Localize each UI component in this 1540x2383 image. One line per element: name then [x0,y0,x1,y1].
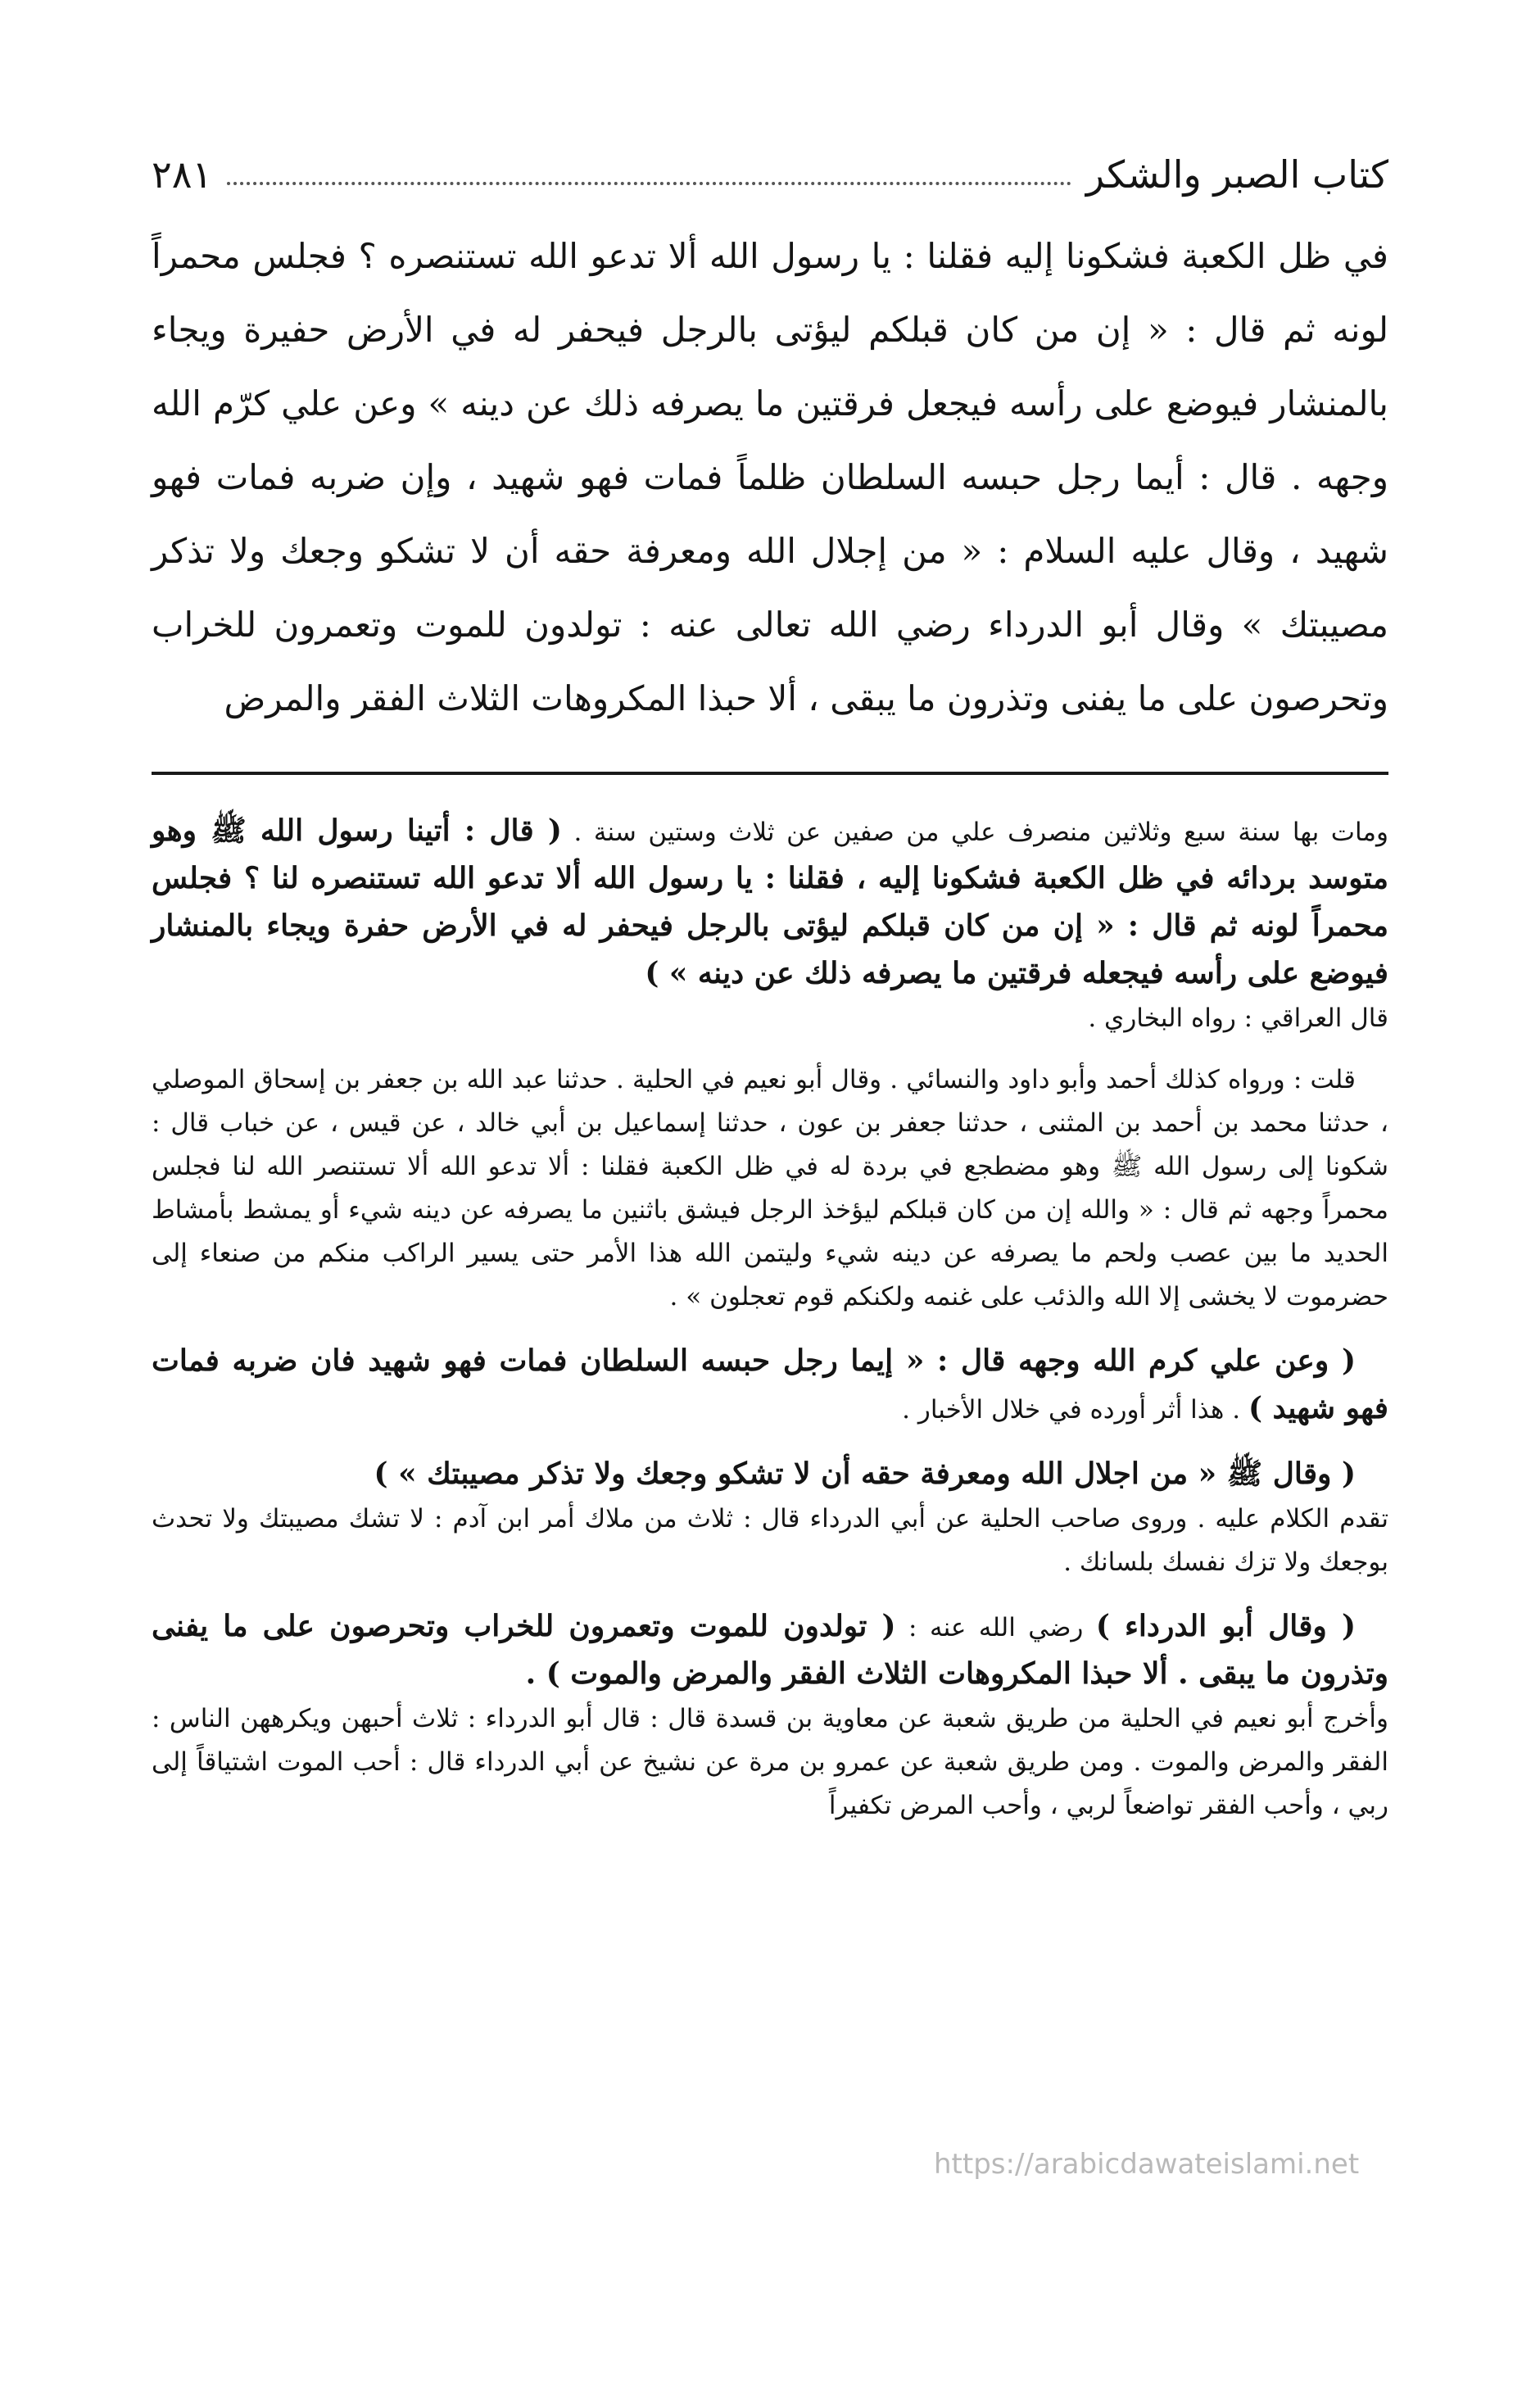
commentary-text: تقدم الكلام عليه . وروى صاحب الحلية عن أبي الدرداء قال : ثلاث من ملاك أمر ابن آدم : لا تشك مصيبتك ولا تحدث بوجعك ولا تزك نفسك بلسانك . [152,1504,1388,1577]
page-header [152,131,1388,197]
commentary-text: قال العراقي : رواه البخاري . [1088,1003,1388,1033]
commentary-paragraph-5 [152,1602,1388,1828]
separator-rule [152,772,1388,775]
quoted-text: ( وعن علي كرم الله وجهه قال : « إيما رجل حبسه السلطان فمات فهو شهيد فان ضربه فمات فهو شهيد ) [152,1343,1388,1425]
commentary-paragraph-2: قلت : ورواه كذلك أحمد وأبو داود والنسائي . وقال أبو نعيم في الحلية . حدثنا عبد الله بن جعفر بن إسحاق الموصلي ، حدثنا محمد بن أحمد بن المثنى ، حدثنا جعفر بن عون ، حدثنا إسماعيل بن أبي خالد ، عن قيس ، عن خباب قال : شكونا إلى رسول الله ﷺ وهو مضطجع في بردة له في ظل الكعبة فقلنا : ألا تدعو الله ألا تستنصر الله لنا فجلس محمراً وجهه ثم قال : « والله إن من كان قبلكم ليؤخذ الرجل فيشق باثنين ما يصرفه عن دينه شيء أو يمشط بأمشاط الحديد ما بين عصب ولحم ما يصرفه عن دينه شيء وليتمن الله هذا الأمر حتى يسير الراكب منكم من صنعاء إلى حضرموت لا يخشى إلا الله والذئب على غنمه ولكنكم قوم تعجلون » . [152,1065,1388,1312]
commentary-text: وأخرج أبو نعيم في الحلية من طريق شعبة عن معاوية بن قسدة قال : قال أبو الدرداء : ثلاث أحبهن ويكرههن الناس : الفقر والمرض والموت . ومن طريق شعبة عن عمرو بن مرة عن نشيخ عن أبي الدرداء قال : أحب الموت اشتياقاً إلى ربي ، وأحب الفقر تواضعاً لربي ، وأحب المرض تكفيراً [152,1704,1388,1820]
running-title: كتاب الصبر والشكر [1085,152,1388,197]
page-number: ٢٨١ [152,152,213,197]
quoted-text: ( وقال أبو الدرداء ) [1095,1609,1356,1643]
commentary-text: رضي الله عنه : [908,1613,1084,1642]
quoted-text: ( وقال ﷺ « من اجلال الله ومعرفة حقه أن لا تشكو وجعك ولا تذكر مصيبتك » ) [374,1457,1356,1491]
quoted-text: ( تولدون للموت وتعمرون للخراب وتحرصون على ما يفنى وتذرون ما يبقى . ألا حبذا المكروهات الثلاث الفقر والمرض والموت ) . [152,1609,1388,1691]
commentary-paragraph-1 [152,807,1388,1040]
main-paragraph: في ظل الكعبة فشكونا إليه فقلنا : يا رسول الله ألا تدعو الله تستنصره ؟ فجلس محمراً لونه ثم قال : « إن من كان قبلكم ليؤتى بالرجل فيحفر له في الأرض حفيرة ويجاء بالمنشار فيوضع على رأسه فيجعل فرقتين ما يصرفه ذلك عن دينه » وعن علي كرّم الله وجهه . قال : أيما رجل حبسه السلطان ظلماً فمات فهو شهيد ، وإن ضربه فمات فهو شهيد ، وقال عليه السلام : « من إجلال الله ومعرفة حقه أن لا تشكو وجعك ولا تذكر مصيبتك » وقال أبو الدرداء رضي الله تعالى عنه : تولدون للموت وتعمرون للخراب وتحرصون على ما يفنى وتذرون ما يبقى ، ألا حبذا المكروهات الثلاث الفقر والمرض [152,236,1388,718]
commentary-text: ومات بها سنة سبع وثلاثين منصرف علي من صفين عن ثلاث وستين سنة . [573,818,1389,847]
commentary-paragraph-3 [152,1337,1388,1432]
commentary-text: . هذا أثر أورده في خلال الأخبار . [902,1395,1241,1425]
watermark-url: https://arabicdawateislami.net [934,2148,1360,2181]
commentary-block [152,807,1388,1846]
commentary-paragraph-4 [152,1450,1388,1584]
header-leader-dots [227,181,1071,185]
main-text-block [152,220,1388,736]
quoted-text: ( قال : أتينا رسول الله ﷺ وهو متوسد بردائه في ظل الكعبة فشكونا إليه ، فقلنا : يا رسول الله ألا تدعو الله تستنصره لنا ؟ فجلس محمراً لونه ثم قال : « إن من كان قبلكم ليؤتى بالرجل فيحفر له في الأرض حفرة ويجاء بالمنشار فيوضع على رأسه فيجعله فرقتين ما يصرفه ذلك عن دينه » ) [152,813,1388,990]
